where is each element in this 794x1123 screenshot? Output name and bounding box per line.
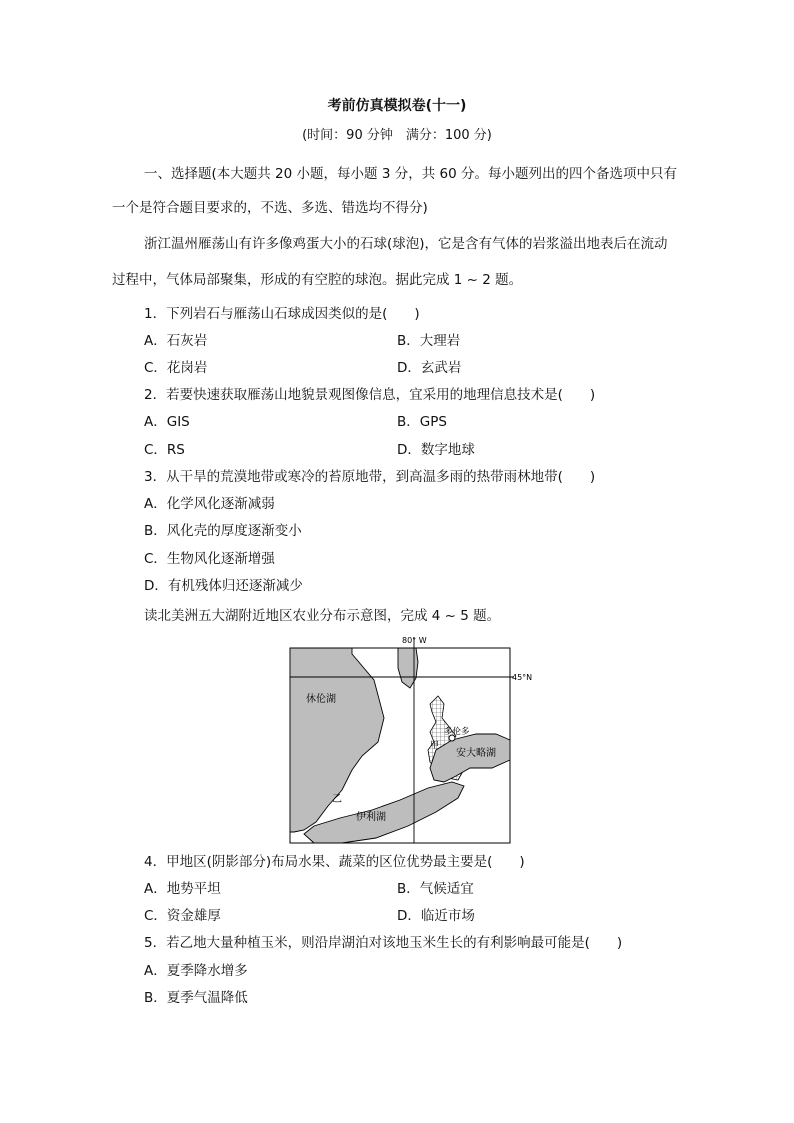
section-instructions-line2: 一个是符合题目要求的，不选、多选、错选均不得分)	[112, 200, 428, 216]
question-3-option-a: A．化学风化逐渐减弱	[144, 496, 275, 512]
passage1-line2: 过程中，气体局部聚集，形成的有空腔的球泡。据此完成 1 ~ 2 题。	[112, 272, 523, 288]
toronto-label: 多伦多	[444, 727, 470, 737]
lake-huron-label: 休伦湖	[306, 694, 336, 705]
question-3-stem: 3．从干旱的荒漠地带或寒冷的苔原地带，到高温多雨的热带雨林地带( )	[144, 469, 596, 485]
question-4-option-d: D．临近市场	[397, 908, 475, 924]
question-4-stem: 4．甲地区(阴影部分)布局水果、蔬菜的区位优势最主要是( )	[144, 854, 525, 870]
question-1-option-d: D．玄武岩	[397, 360, 462, 376]
question-2-option-c: C．RS	[144, 442, 185, 458]
lake-erie-label: 伊利湖	[356, 812, 386, 823]
jia-label: 甲	[430, 741, 440, 751]
question-5-option-a: A．夏季降水增多	[144, 963, 248, 979]
question-4-option-c: C．资金雄厚	[144, 908, 221, 924]
question-3-option-c: C．生物风化逐渐增强	[144, 551, 275, 567]
lake-ontario-label: 安大略湖	[456, 748, 496, 759]
question-5-stem: 5．若乙地大量种植玉米，则沿岸湖泊对该地玉米生长的有利影响最可能是( )	[144, 935, 623, 951]
parallel-label: 45°N	[512, 673, 533, 682]
question-3-option-b: B．风化壳的厚度逐渐变小	[144, 523, 302, 539]
question-2-stem: 2．若要快速获取雁荡山地貌景观图像信息，宜采用的地理信息技术是( )	[144, 387, 596, 403]
question-2-option-a: A．GIS	[144, 414, 190, 430]
section-instructions-line1: 一、选择题(本大题共 20 小题，每小题 3 分，共 60 分。每小题列出的四个备选项中只有	[144, 166, 677, 182]
exam-subtitle: (时间：90 分钟 满分：100 分)	[302, 128, 492, 143]
question-1-option-c: C．花岗岩	[144, 360, 208, 376]
question-3-option-d: D．有机残体归还逐渐减少	[144, 578, 303, 594]
exam-title: 考前仿真模拟卷(十一)	[327, 98, 467, 114]
question-2-option-d: D．数字地球	[397, 442, 475, 458]
question-1-option-a: A．石灰岩	[144, 333, 208, 349]
passage1-line1: 浙江温州雁荡山有许多像鸡蛋大小的石球(球泡)，它是含有气体的岩浆溢出地表后在流动	[144, 236, 668, 252]
question-5-option-b: B．夏季气温降低	[144, 990, 248, 1006]
question-2-option-b: B．GPS	[397, 414, 447, 430]
question-1-option-b: B．大理岩	[397, 333, 461, 349]
passage2-line1: 读北美洲五大湖附近地区农业分布示意图，完成 4 ~ 5 题。	[144, 608, 501, 624]
question-4-option-a: A．地势平坦	[144, 881, 221, 897]
yi-label: 乙	[332, 794, 342, 805]
great-lakes-agriculture-map	[280, 632, 540, 850]
question-1-stem: 1．下列岩石与雁荡山石球成因类似的是( )	[144, 306, 420, 322]
meridian-label: 80° W	[402, 636, 427, 645]
question-4-option-b: B．气候适宜	[397, 881, 474, 897]
